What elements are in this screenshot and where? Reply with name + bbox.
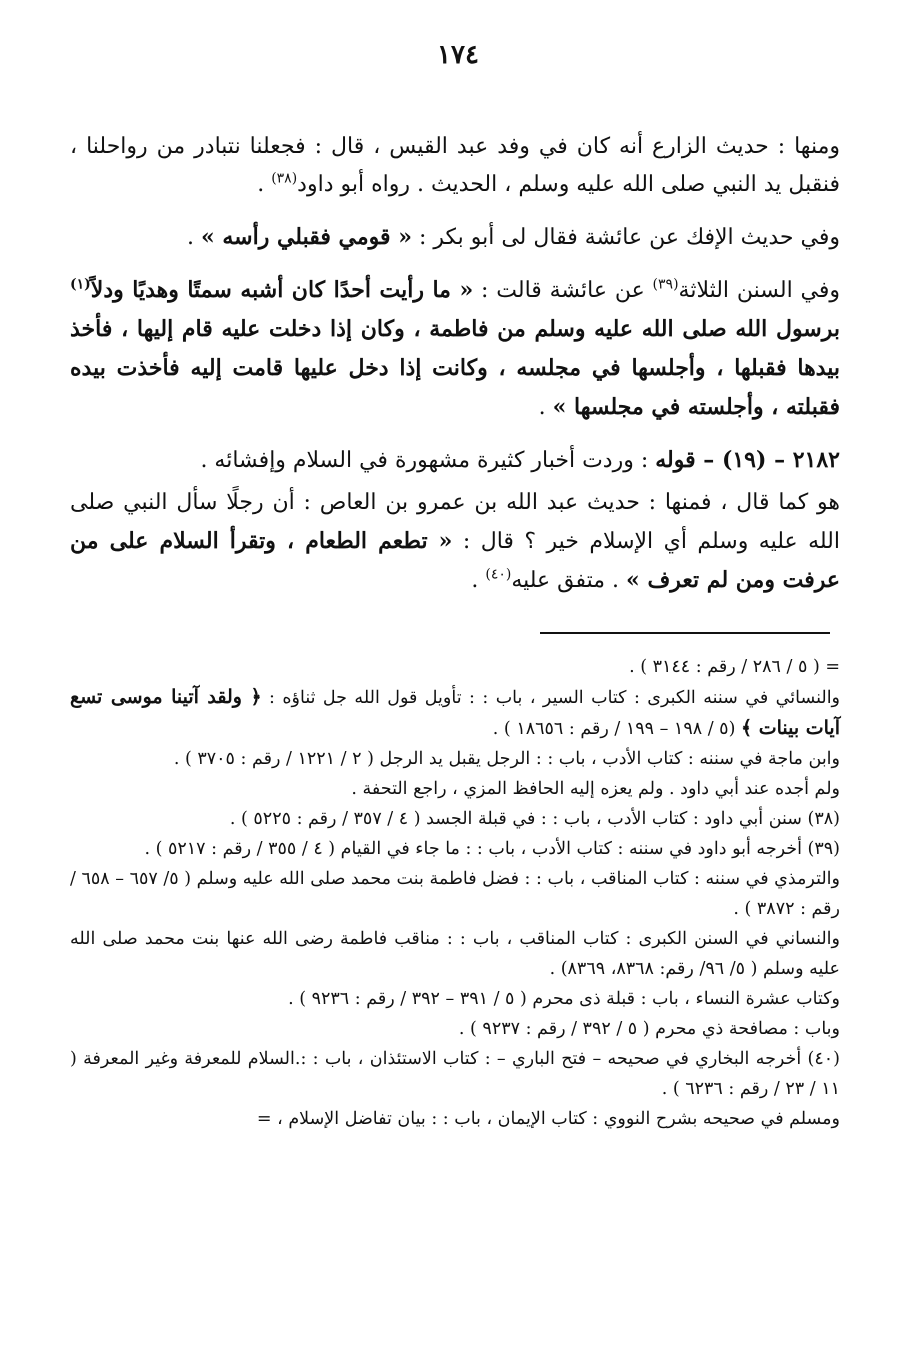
main-text bbox=[70, 128, 840, 614]
paragraph-text: وفي السنن الثلاثة bbox=[678, 278, 840, 303]
footnote-line: وكتاب عشرة النساء ، باب : قبلة ذى محرم ( ٥ / ٣٩١ – ٣٩٢ / رقم : ٩٢٣٦ ) . bbox=[288, 989, 840, 1009]
paragraph-entry-2182 bbox=[70, 441, 840, 480]
paragraph-end: . bbox=[186, 225, 201, 250]
paragraph-end: . bbox=[257, 172, 272, 197]
paragraph-text: : وردت أخبار كثيرة مشهورة في السلام وإفشائه . bbox=[200, 448, 656, 473]
footnote-separator bbox=[540, 632, 830, 634]
paragraph-text: وفي حديث الإفك عن عائشة فقال لى أبو بكر : bbox=[411, 225, 840, 250]
quran-verse: ﴿ ولقد آتينا موسى تسع آيات بينات ﴾ bbox=[70, 686, 840, 739]
paragraph-salam-hadith bbox=[70, 484, 840, 600]
footnote-ref: (٣٩) bbox=[652, 276, 679, 293]
footnote-40: (٤٠) أخرجه البخاري في صحيحه – فتح الباري – : كتاب الاستئذان ، باب : :.السلام للمعرفة وغير المعرفة ( ١١ / ٢٣ / رقم : ٦٢٣٦ ) . bbox=[70, 1049, 840, 1099]
quoted-text: « قومي فقبلي رأسه » bbox=[200, 224, 412, 250]
page-number: ١٧٤ bbox=[437, 40, 479, 70]
footnote-line: ومسلم في صحيحه بشرح النووي : كتاب الإيمان ، باب : : بيان تفاضل الإسلام ، = bbox=[256, 1109, 840, 1129]
paragraph-end: . bbox=[538, 395, 553, 420]
paragraph-aisha-fatima bbox=[70, 271, 840, 427]
footnote-text: والنسائي في سننه الكبرى : كتاب السير ، باب : : تأويل قول الله جل ثناؤه : bbox=[261, 688, 841, 708]
quoted-text: « تطعم الطعام ، وتقرأ السلام على من عرفت ومن لم تعرف » bbox=[70, 528, 840, 593]
footnote-38: (٣٨) سنن أبي داود : كتاب الأدب ، باب : : في قبلة الجسد ( ٤ / ٣٥٧ / رقم : ٥٢٢٥ ) . bbox=[229, 809, 840, 829]
footnote-39: (٣٩) أخرجه أبو داود في سننه : كتاب الأدب ، باب : : ما جاء في القيام ( ٤ / ٣٥٥ / رقم : ٥٢١٧ ) . bbox=[144, 839, 840, 859]
footnote-line: = ( ٥ / ٢٨٦ / رقم : ٣١٤٤ ) . bbox=[629, 657, 840, 677]
paragraph-text: هو كما قال ، فمنها : حديث عبد الله بن عمرو بن العاص : أن رجلًا سأل النبي صلى الله عليه وسلم أي الإسلام خير ؟ قال : bbox=[70, 490, 840, 554]
footnote-ref: (١) bbox=[70, 276, 91, 293]
quoted-text: برسول الله صلى الله عليه وسلم من فاطمة ، وكان إذا دخلت عليه قام إليها ، فأخذ بيدها فقبلها ، وأجلسها في مجلسه ، وكانت إذا دخل عليها قامت إليه فأخذت بيده فقبلته ، وأجلسته في مجلسها » bbox=[70, 316, 840, 420]
footnote-line: وباب : مصافحة ذي محرم ( ٥ / ٣٩٢ / رقم : ٩٢٣٧ ) . bbox=[458, 1019, 840, 1039]
paragraph-text: ومنها : حديث الزارع أنه كان في وفد عبد القيس ، قال : فجعلنا نتبادر من رواحلنا ، فنقبل يد النبي صلى الله عليه وسلم ، الحديث . رواه أبو داود bbox=[70, 134, 840, 197]
footnote-line: والترمذي في سننه : كتاب المناقب ، باب : : فضل فاطمة بنت محمد صلى الله عليه وسلم ( ٥/ ٦٥٧ – ٦٥٨ / رقم : ٣٨٧٢ ) . bbox=[70, 869, 840, 919]
footnote-text: (٥ / ١٩٨ – ١٩٩ / رقم : ١٨٦٥٦ ) . bbox=[492, 719, 741, 739]
footnote-line bbox=[70, 682, 840, 744]
footnote-line: ولم أجده عند أبي داود . ولم يعزه إليه الحافظ المزي ، راجع التحفة . bbox=[351, 779, 840, 799]
paragraph-text: عن عائشة قالت : bbox=[473, 278, 653, 303]
quoted-text: « ما رأيت أحدًا كان أشبه سمتًا وهديًا ودلاً bbox=[90, 277, 474, 303]
paragraph-text: . متفق عليه bbox=[511, 568, 627, 593]
paragraph-zari-hadith bbox=[70, 128, 840, 204]
footnote-line: وابن ماجة في سننه : كتاب الأدب ، باب : : الرجل يقبل يد الرجل ( ٢ / ١٢٢١ / رقم : ٣٧٠٥ ) . bbox=[173, 749, 840, 769]
footnote-ref: (٤٠) bbox=[485, 566, 512, 583]
footnote-ref: (٣٨) bbox=[271, 170, 298, 187]
footnote-line: والنساني في السنن الكبرى : كتاب المناقب ، باب : : مناقب فاطمة رضى الله عنها بنت محمد صلى الله عليه وسلم ( ٥/ ٩٦/ رقم: ٨٣٦٨، ٨٣٦٩) . bbox=[70, 929, 840, 979]
entry-heading: ٢١٨٢ – (١٩) – قوله bbox=[655, 447, 840, 473]
footnotes bbox=[70, 652, 840, 1134]
paragraph-end: . bbox=[471, 568, 486, 593]
paragraph-ifk-hadith bbox=[70, 218, 840, 257]
